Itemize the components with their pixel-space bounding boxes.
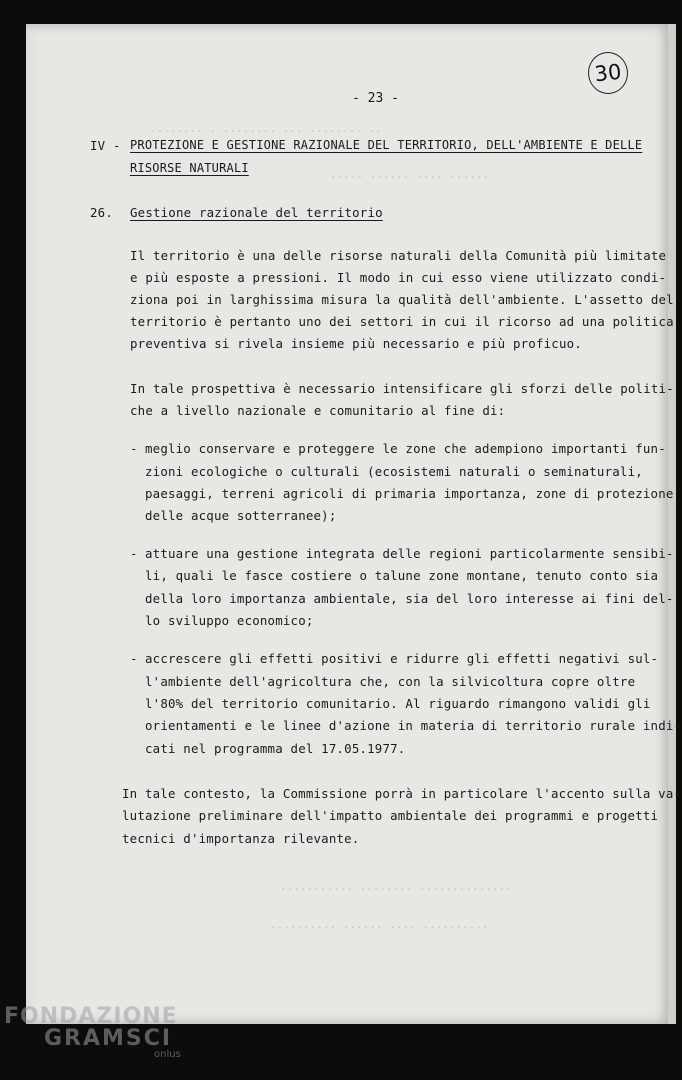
bullet-line: orientamenti e le linee d'azione in materia di territorio rurale indi- [145, 718, 682, 733]
archive-number-stamp: 30 [586, 50, 630, 96]
watermark-line3: onlus [154, 1049, 181, 1060]
paragraph-line: che a livello nazionale e comunitario al fine di: [130, 403, 506, 418]
bullet-line: della loro importanza ambientale, sia del loro interesse ai fini del- [145, 591, 674, 606]
bullet-dash: - [130, 546, 138, 561]
bullet-line: delle acque sotterranee); [145, 508, 337, 523]
watermark-line2: GRAMSCI [44, 1026, 173, 1051]
paragraph-line: Il territorio è una delle risorse naturali della Comunità più limitate [130, 248, 667, 263]
bullet-dash: - [130, 441, 138, 456]
bleed-through-text: .......... .... ...... .......... [270, 918, 489, 931]
bullet-line: cati nel programma del 17.05.1977. [145, 741, 406, 756]
bullet-dash: - [130, 651, 138, 666]
bullet-line: paesaggi, terreni agricoli di primaria importanza, zone di protezione [145, 486, 674, 501]
bullet-line: accrescere gli effetti positivi e ridurre gli effetti negativi sul- [145, 651, 659, 666]
bullet-line: zioni ecologiche o culturali (ecosistemi naturali o seminaturali, [145, 464, 643, 479]
bleed-through-text: .. ........ ... ........ . ........ [150, 122, 382, 135]
paragraph-line: e più esposte a pressioni. Il modo in cui esso viene utilizzato condi- [130, 270, 667, 285]
section-heading-line2: RISORSE NATURALI [130, 161, 249, 175]
page-number: - 23 - [352, 91, 399, 106]
paragraph-line: lutazione preliminare dell'impatto ambientale dei programmi e progetti [122, 808, 659, 823]
paragraph-line: preventiva si rivela insieme più necessario e più proficuo. [130, 336, 582, 351]
paragraph-line: In tale contesto, la Commissione porrà in particolare l'accento sulla va- [122, 786, 682, 801]
page-edge [668, 24, 676, 1024]
bullet-line: attuare una gestione integrata delle regioni particolarmente sensibi- [145, 546, 674, 561]
section-numeral: IV - [90, 138, 121, 153]
paragraph-line: tecnici d'importanza rilevante. [122, 831, 360, 846]
bleed-through-text: ...... .... ...... ..... [330, 168, 489, 181]
subsection-number: 26. [90, 205, 113, 220]
bullet-line: lo sviluppo economico; [145, 613, 314, 628]
paragraph-line: In tale prospettiva è necessario intensificare gli sforzi delle politi- [130, 381, 674, 396]
paragraph-line: territorio è pertanto uno dei settori in cui il ricorso ad una politica [130, 314, 674, 329]
subsection-title: Gestione razionale del territorio [130, 205, 383, 220]
bullet-line: li, quali le fasce costiere o talune zone montane, tenuto conto sia [145, 568, 659, 583]
paragraph-line: ziona poi in larghissima misura la qualità dell'ambiente. L'assetto del [130, 292, 674, 307]
archive-watermark-logo [4, 1006, 181, 1060]
bleed-through-text: .............. ........ ........... [280, 880, 512, 893]
bullet-line: l'80% del territorio comunitario. Al riguardo rimangono validi gli [145, 696, 651, 711]
bullet-line: l'ambiente dell'agricoltura che, con la silvicoltura copre oltre [145, 674, 636, 689]
watermark-line1: FONDAZIONE [4, 1004, 178, 1029]
section-heading-line1: PROTEZIONE E GESTIONE RAZIONALE DEL TERRITORIO, DELL'AMBIENTE E DELLE [130, 138, 643, 152]
bullet-line: meglio conservare e proteggere le zone che adempiono importanti fun- [145, 441, 666, 456]
